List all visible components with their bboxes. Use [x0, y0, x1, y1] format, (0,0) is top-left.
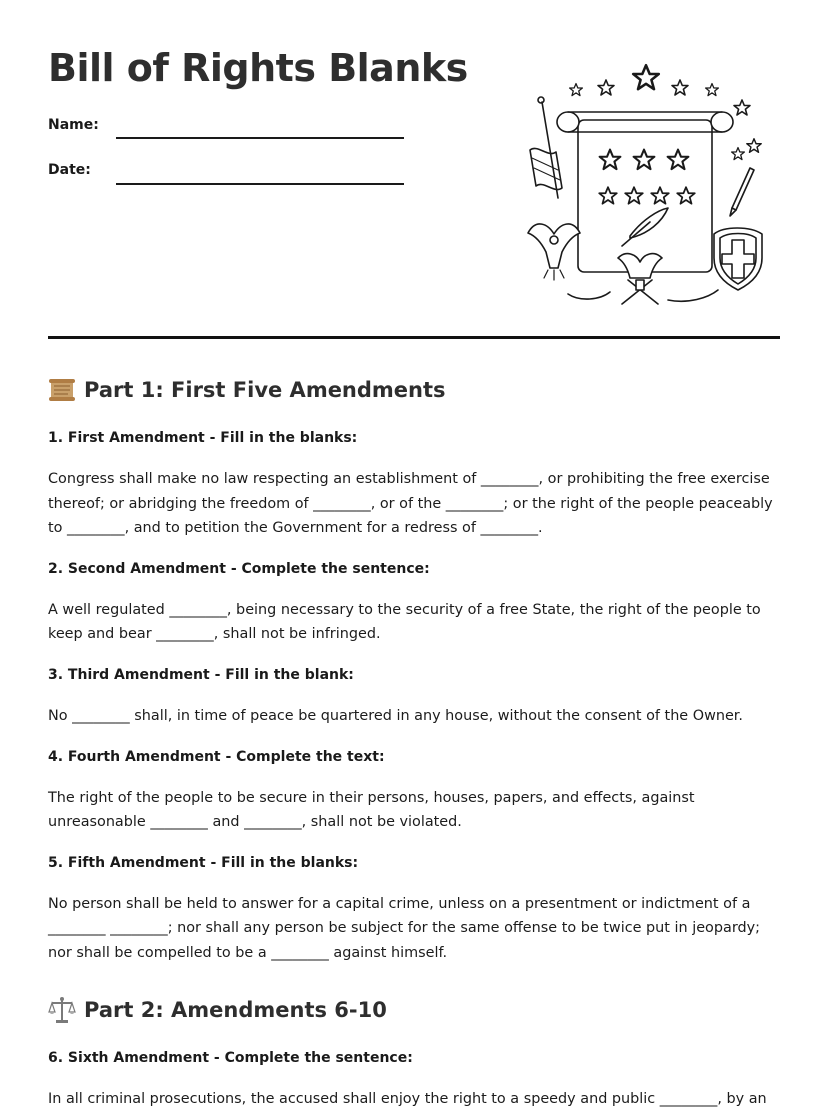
name-label: Name:	[48, 117, 99, 133]
date-label: Date:	[48, 162, 91, 178]
worksheet-content	[48, 370, 774, 1111]
question-4-text: The right of the people to be secure in their persons, houses, papers, and effects, against unreasonable ________ and ________, shall not be violated.	[48, 789, 695, 831]
part-1-title: Part 1: First Five Amendments	[84, 378, 446, 402]
question-5-text: No person shall be held to answer for a capital crime, unless on a presentment or indictment of a ________ ________; nor shall any person be subject for the same offense to be twice put in jeopardy; nor shall be compelled to be a ________ against himself.	[48, 895, 760, 961]
scroll-icon	[48, 376, 76, 404]
part-1-heading	[48, 370, 774, 410]
question-3-text: No ________ shall, in time of peace be quartered in any house, without the consent of the Owner.	[48, 707, 743, 724]
question-2-text: A well regulated ________, being necessary to the security of a free State, the right of the people to keep and bear ________, shall not be infringed.	[48, 601, 761, 643]
part-2-heading	[48, 990, 774, 1030]
question-6-title: 6. Sixth Amendment - Complete the sentence:	[48, 1049, 413, 1066]
question-6-text: In all criminal prosecutions, the accused shall enjoy the right to a speedy and public ________, by an	[48, 1090, 767, 1107]
scroll-stars-eagle-shield-illustration	[518, 58, 768, 314]
question-4-title: 4. Fourth Amendment - Complete the text:	[48, 748, 385, 765]
question-2-title: 2. Second Amendment - Complete the sentence:	[48, 560, 430, 577]
page-title: Bill of Rights Blanks	[48, 46, 468, 90]
question-3-title: 3. Third Amendment - Fill in the blank:	[48, 666, 354, 683]
name-line[interactable]	[116, 137, 404, 139]
question-1-text: Congress shall make no law respecting an establishment of ________, or prohibiting the free exercise thereof; or abridging the freedom of ________, or of the ________; or the right of the people peaceably to ________, and to petition the Government for a redress of ________.	[48, 471, 773, 537]
section-divider	[48, 336, 780, 339]
date-line[interactable]	[116, 183, 404, 185]
question-1-title: 1. First Amendment - Fill in the blanks:	[48, 430, 358, 446]
question-5-title: 5. Fifth Amendment - Fill in the blanks:	[48, 854, 359, 871]
part-2-title: Part 2: Amendments 6-10	[84, 997, 387, 1022]
balance-scale-icon	[48, 996, 76, 1024]
